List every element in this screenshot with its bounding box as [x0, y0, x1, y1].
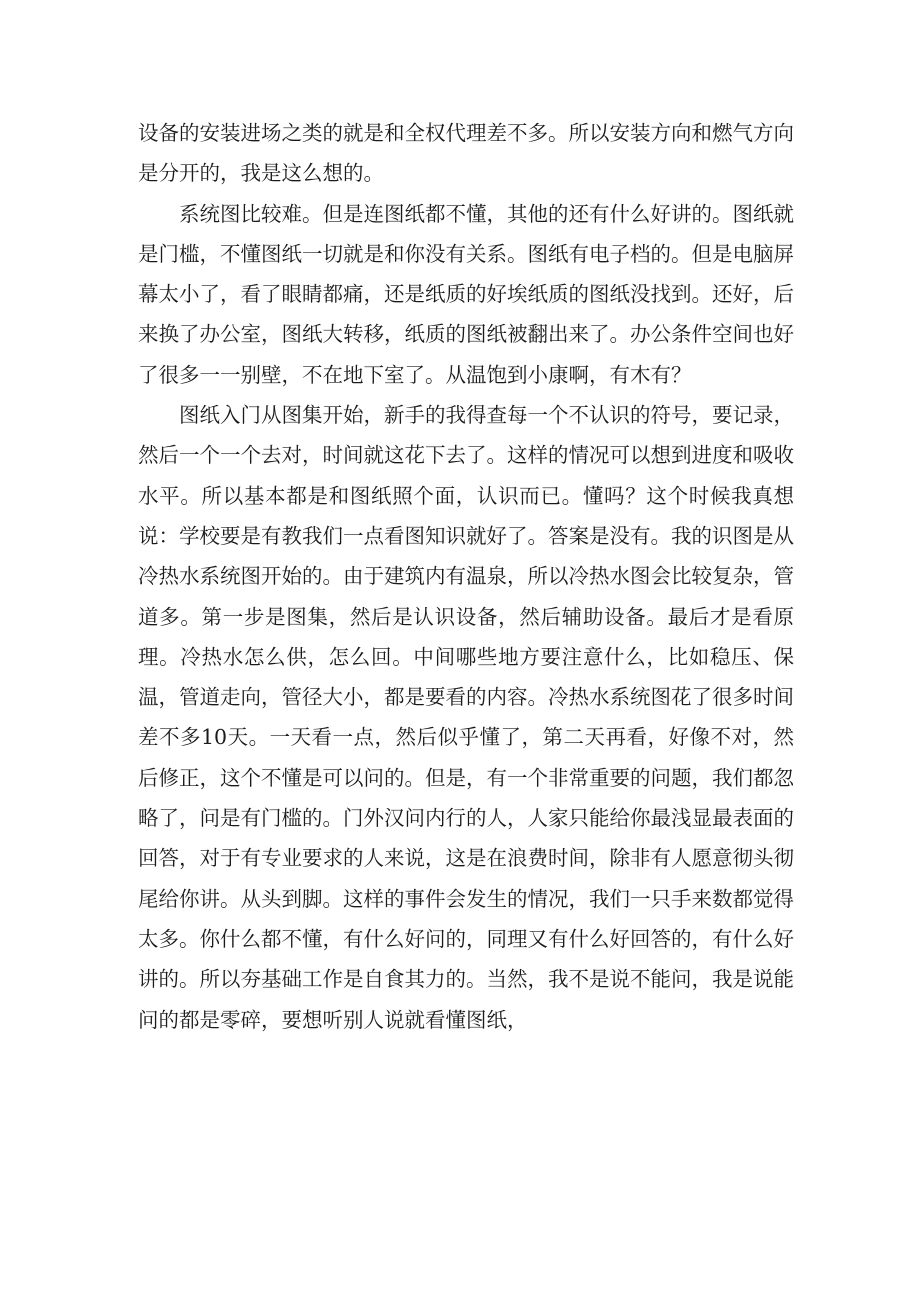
document-page: [138, 113, 794, 1040]
paragraph-2: 系统图比较难。但是连图纸都不懂，其他的还有什么好讲的。图纸就是门槛，不懂图纸一切就是和你没有关系。图纸有电子档的。但是电脑屏幕太小了，看了眼睛都痛，还是纸质的好埃纸质的图纸没找到。还好，后来换了办公室，图纸大转移，纸质的图纸被翻出来了。办公条件空间也好了很多一一别壁，不在地下室了。从温饱到小康啊，有木有？: [138, 201, 794, 387]
paragraph-3: 图纸入门从图集开始，新手的我得查每一个不认识的符号，要记录，然后一个一个去对，时间就这花下去了。这样的情况可以想到进度和吸收水平。所以基本都是和图纸照个面，认识而已。懂吗？这个时候我真想说：学校要是有教我们一点看图知识就好了。答案是没有。我的识图是从冷热水系统图开始的。由于建筑内有温泉，所以冷热水图会比较复杂，管道多。第一步是图集，然后是认识设备，然后辅助设备。最后才是看原理。冷热水怎么供，怎么回。中间哪些地方要注意什么，比如稳压、保温，管道走向，管径大小，都是要看的内容。冷热水系统图花了很多时间差不多10天。一天看一点，然后似乎懂了，第二天再看，好像不对，然后修正，这个不懂是可以问的。但是，有一个非常重要的问题，我们都忽略了，问是有门槛的。门外汉问内行的人，人家只能给你最浅显最表面的回答，对于有专业要求的人来说，这是在浪费时间，除非有人愿意彻头彻尾给你讲。从头到脚。这样的事件会发生的情况，我们一只手来数都觉得太多。你什么都不懂，有什么好问的，同理又有什么好回答的，有什么好讲的。所以夯基础工作是自食其力的。当然，我不是说不能问，我是说能问的都是零碎，要想听别人说就看懂图纸，: [138, 403, 794, 1032]
paragraph-1: 设备的安装进场之类的就是和全权代理差不多。所以安装方向和燃气方向是分开的，我是这么想的。: [138, 121, 794, 186]
